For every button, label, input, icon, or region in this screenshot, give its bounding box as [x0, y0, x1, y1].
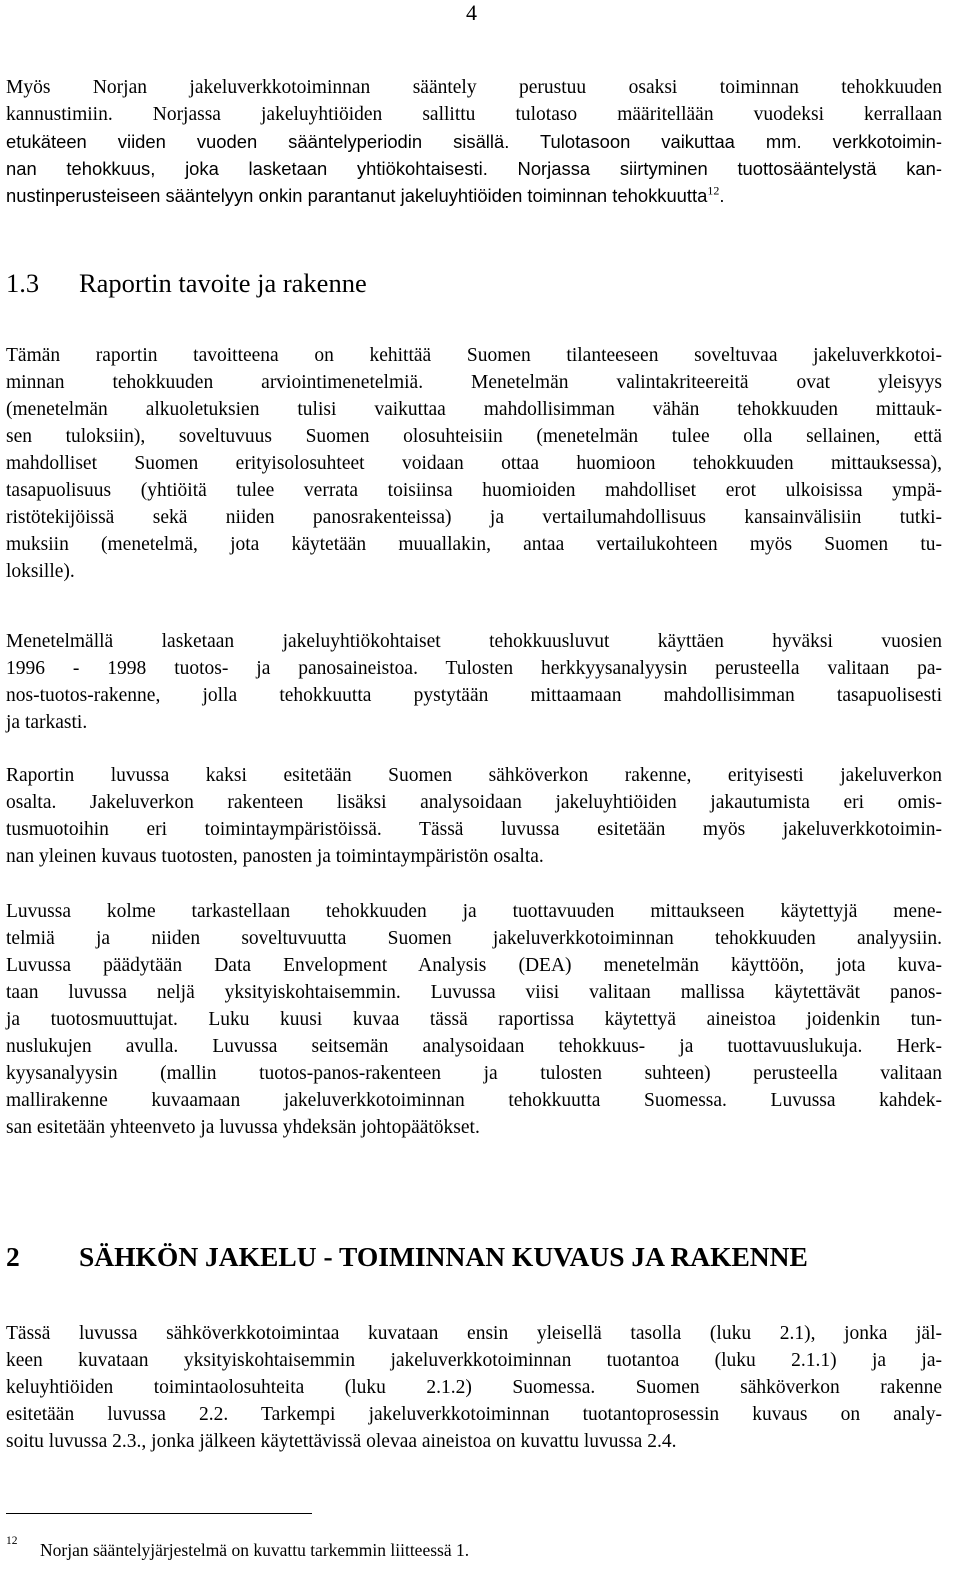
text-line: (menetelmän alkuoletuksien tulisi vaikuttaa mahdollisimman vähän tehokkuuden mittauk-: [6, 399, 942, 420]
page-number: 4: [466, 0, 477, 25]
text-line: Menetelmällä lasketaan jakeluyhtiökohtaiset tehokkuusluvut käyttäen hyväksi vuosien: [6, 631, 942, 652]
paragraph-chapter-two: [6, 762, 942, 870]
text-line: tasapuolisuus (yhtiöitä tulee verrata toisiinsa huomioiden mahdolliset erot ulkoisissa ympä-: [6, 480, 942, 501]
text-line: taan luvussa neljä yksityiskohtaisemmin. Luvussa viisi valitaan mallissa käytettävät panos-: [6, 982, 942, 1003]
text-segment: nustinperusteiseen sääntelyyn onkin parantanut jakeluyhtiöiden toiminnan tehokkuutta: [6, 185, 708, 206]
footnote-separator: [6, 1513, 312, 1514]
footnote-reference[interactable]: 12: [707, 183, 720, 198]
text-line: muksiin (menetelmä, jota käytetään muuallakin, antaa vertailukohteen myös Suomen tu-: [6, 534, 942, 555]
text-line: keen kuvataan yksityiskohtaisemmin jakeluverkkotoiminnan tuotantoa (luku 2.1.1) ja ja-: [6, 1350, 942, 1371]
text-line: sen tuloksiin), soveltuvuus Suomen olosuhteisiin (menetelmän tulee olla sellainen, että: [6, 426, 942, 447]
text-segment: .: [719, 185, 725, 206]
text-line: kyysanalyysin (mallin tuotos-panos-rakenteen ja tulosten suhteen) perusteella valitaan: [6, 1063, 942, 1084]
text-line: soitu luvussa 2.3., jonka jälkeen käytettävissä olevaa aineistoa on kuvattu luvussa 2.4.: [6, 1431, 677, 1452]
chapter-number: 2: [6, 1241, 20, 1272]
text-line: [6, 155, 942, 182]
paragraph-chapters-three-to-nine: [6, 898, 942, 1141]
paragraph-chapter-intro: [6, 1320, 942, 1455]
text-line: ristötekijöissä sekä niiden panosrakenteissa) ja vertailumahdollisuus kansainvälisiin tutki-: [6, 507, 942, 528]
paragraph-norway-regulation: [6, 74, 942, 209]
paragraph-method: [6, 628, 942, 736]
paragraph-report-goal: [6, 342, 942, 585]
text-line: nuslukujen avulla. Luvussa seitsemän analysoidaan tehokkuus- ja tuottavuuslukuja. Herk-: [6, 1036, 942, 1057]
text-line: osalta. Jakeluverkon rakenteen lisäksi analysoidaan jakeluyhtiöiden jakautumista eri omis-: [6, 792, 942, 813]
text-line: nan yleinen kuvaus tuotosten, panosten ja toimintaympäristön osalta.: [6, 846, 544, 867]
text-line: tusmuotoihin eri toimintaympäristöissä. Tässä luvussa esitetään myös jakeluverkkotoimin-: [6, 819, 942, 840]
text-line: esitetään luvussa 2.2. Tarkempi jakeluverkkotoiminnan tuotantoprosessin kuvaus on analy-: [6, 1404, 942, 1425]
text-line: 1996 - 1998 tuotos- ja panosaineistoa. Tulosten herkkyysanalyysin perusteella valitaan pa-: [6, 658, 942, 679]
text-line: ja tarkasti.: [6, 712, 88, 733]
text-line: keluyhtiöiden toimintaolosuhteita (luku 2.1.2) Suomessa. Suomen sähköverkon rakenne: [6, 1377, 942, 1398]
text-segment: etukäteen viiden vuoden sääntelyperiodin sisällä. Tulotasoon vaikuttaa mm. verkkotoimin-: [6, 131, 942, 152]
footnote-mark: 12: [6, 1535, 18, 1547]
text-line-last: [6, 182, 942, 209]
text-line: Tämän raportin tavoitteena on kehittää Suomen tilanteeseen soveltuvaa jakeluverkkotoi-: [6, 345, 942, 366]
text-line: telmiä ja niiden soveltuvuutta Suomen jakeluverkkotoiminnan tehokkuuden analyysiin.: [6, 928, 942, 949]
text-line: ja tuotosmuuttujat. Luku kuusi kuvaa tässä raportissa käytettyä aineistoa joidenkin tun-: [6, 1009, 942, 1030]
text-line: kannustimiin. Norjassa jakeluyhtiöiden sallittu tulotaso määritellään vuodeksi kerrallaan: [6, 104, 942, 125]
text-line: Myös Norjan jakeluverkkotoiminnan sääntely perustuu osaksi toiminnan tehokkuuden: [6, 77, 942, 98]
text-line: nos-tuotos-rakenne, jolla tehokkuutta pystytään mittaamaan mahdollisimman tasapuolisesti: [6, 685, 942, 706]
text-line: minnan tehokkuuden arviointimenetelmiä. Menetelmän valintakriteereitä ovat yleisyys: [6, 372, 942, 393]
text-line: loksille).: [6, 561, 75, 582]
text-line: Luvussa kolme tarkastellaan tehokkuuden ja tuottavuuden mittaukseen käytettyjä mene-: [6, 901, 942, 922]
section-number: 1.3: [6, 268, 40, 298]
chapter-title: SÄHKÖN JAKELU - TOIMINNAN KUVAUS JA RAKENNE: [79, 1241, 808, 1272]
text-line: mahdolliset Suomen erityisolosuhteet voidaan ottaa huomioon tehokkuuden mittauksessa),: [6, 453, 942, 474]
text-line: Luvussa päädytään Data Envelopment Analysis (DEA) menetelmän käyttöön, jota kuva-: [6, 955, 942, 976]
text-line: Tässä luvussa sähköverkkotoimintaa kuvataan ensin yleisellä tasolla (luku 2.1), jonka jäl-: [6, 1323, 942, 1344]
text-line: mallirakenne kuvaamaan jakeluverkkotoiminnan tehokkuutta Suomessa. Luvussa kahdek-: [6, 1090, 942, 1111]
chapter-heading-2: [6, 1238, 808, 1276]
section-heading-1-3: [6, 266, 367, 300]
text-segment: nan tehokkuus, joka lasketaan yhtiökohtaisesti. Norjassa siirtyminen tuottosääntelystä kan-: [6, 158, 942, 179]
footnote-text: Norjan sääntelyjärjestelmä on kuvattu tarkemmin liitteessä 1.: [40, 1540, 470, 1560]
text-line: Raportin luvussa kaksi esitetään Suomen sähköverkon rakenne, erityisesti jakeluverkon: [6, 765, 942, 786]
text-line-mixed: [6, 128, 942, 155]
text-line: san esitetään yhteenveto ja luvussa yhdeksän johtopäätökset.: [6, 1117, 480, 1138]
section-title: Raportin tavoite ja rakenne: [79, 268, 367, 298]
